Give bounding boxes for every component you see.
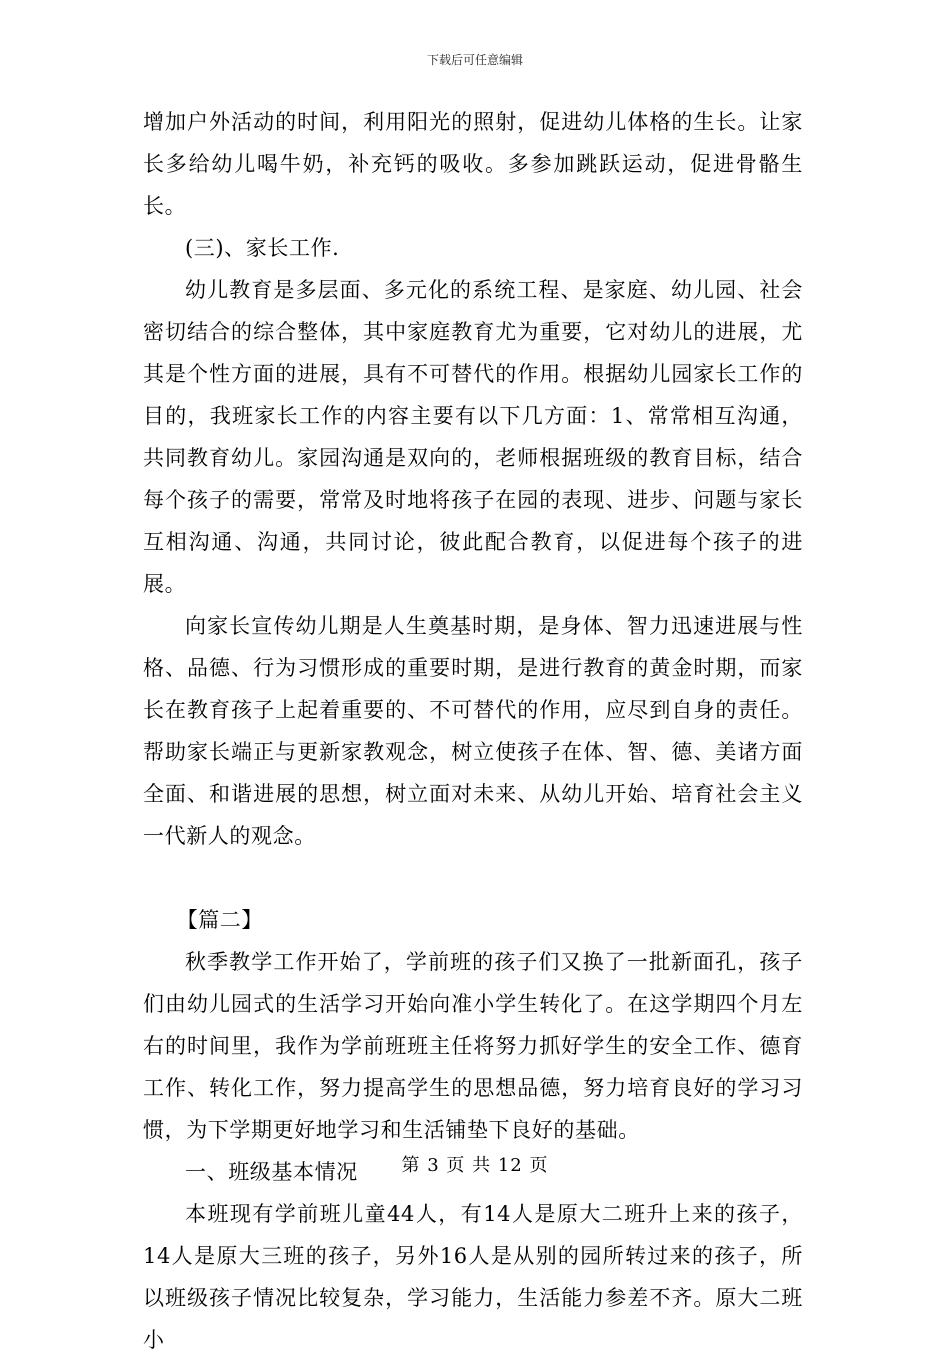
page-footer <box>0 1154 950 1178</box>
header-note: 下载后可任意编辑 <box>426 53 523 67</box>
paragraph: 幼儿教育是多层面、多元化的系统工程、是家庭、幼儿园、社会密切结合的综合整体，其中家庭教育尤为重要，它对幼儿的进展，尤其是个性方面的进展，具有不可替代的作用。根据幼儿园家长工作的目的，我班家长工作的内容主要有以下几方面：1、常常相互沟通，共同教育幼儿。家园沟通是双向的，老师根据班级的教育目标，结合每个孩子的需要，常常及时地将孩子在园的表现、进步、问题与家长互相沟通、沟通，共同讨论，彼此配合教育，以促进每个孩子的进展。 <box>143 278 803 596</box>
page-header <box>0 52 950 68</box>
paragraph-continued: 增加户外活动的时间，利用阳光的照射，促进幼儿体格的生长。让家长多给幼儿喝牛奶，补充钙的吸收。多参加跳跃运动，促进骨骼生长。 <box>143 110 803 218</box>
subsection-heading-class-info: 一、班级基本情况 <box>185 1160 358 1184</box>
section-heading: 【篇二】 <box>176 908 263 932</box>
paragraph: 本班现有学前班儿童44人，有14人是原大二班升上来的孩子，14人是原大三班的孩子，另外16人是从别的园所转过来的孩子，所以班级孩子情况比较复杂，学习能力，生活能力参差不齐。原大二班小 <box>143 1202 803 1352</box>
paragraph: 向家长宣传幼儿期是人生奠基时期，是身体、智力迅速进展与性格、品德、行为习惯形成的重要时期，是进行教育的黄金时期，而家长在教育孩子上起着重要的、不可替代的作用，应尽到自身的责任。帮助家长端正与更新家教观念，树立使孩子在体、智、德、美诸方面全面、和谐进展的思想，树立面对未来、从幼儿开始、培育社会主义一代新人的观念。 <box>143 614 803 848</box>
paragraph: 秋季教学工作开始了，学前班的孩子们又换了一批新面孔，孩子们由幼儿园式的生活学习开始向准小学生转化了。在这学期四个月左右的时间里，我作为学前班班主任将努力抓好学生的安全工作、德育工作、转化工作，努力提高学生的思想品德，努力培育良好的学习习惯，为下学期更好地学习和生活铺垫下良好的基础。 <box>143 950 803 1142</box>
page-number: 第 3 页 共 12 页 <box>401 1155 549 1176</box>
subsection-heading-parent-work: (三)、家长工作. <box>185 236 340 260</box>
blank-line <box>143 857 803 899</box>
